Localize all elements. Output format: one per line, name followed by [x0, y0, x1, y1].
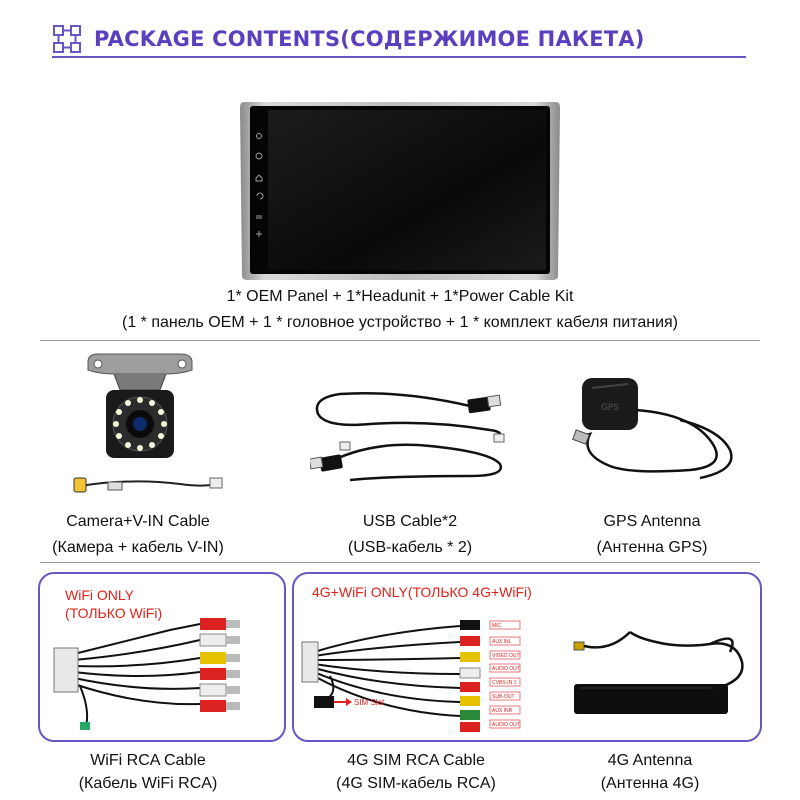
4g-sim-rca-cable-image: [300, 612, 540, 740]
wifi-rca-caption-en: WiFi RCA Cable: [90, 752, 206, 769]
usb-caption-en: USB Cable*2: [362, 513, 458, 530]
wifi-rca-caption-ru: (Кабель WiFi RCA): [78, 775, 218, 792]
svg-text:SUB-OUT: SUB-OUT: [492, 694, 515, 700]
divider: [40, 562, 760, 563]
4g-antenna-image: [560, 622, 750, 732]
svg-text:MIC: MIC: [492, 623, 502, 629]
divider: [40, 340, 760, 341]
camera-caption-ru: (Камера + кабель V-IN): [52, 539, 224, 556]
svg-text:VIDEO OUT: VIDEO OUT: [492, 653, 520, 659]
grid-blocks-icon: [52, 24, 82, 54]
gps-antenna-image: [570, 370, 750, 500]
svg-text:AUX INR: AUX INR: [492, 708, 513, 714]
4g-antenna-caption-ru: (Антенна 4G): [600, 775, 700, 792]
camera-caption-en: Camera+V-IN Cable: [66, 513, 210, 530]
gps-caption-en: GPS Antenna: [603, 513, 701, 530]
svg-text:GPS: GPS: [600, 403, 620, 413]
camera-image: [70, 350, 250, 500]
headunit-image: [238, 100, 562, 282]
header-divider: [52, 56, 746, 58]
sim-slot-label: SIM Slot: [354, 698, 385, 707]
wifi-only-label-ru: (ТОЛЬКО WiFi): [65, 605, 163, 621]
svg-text:AUDIO OUT: AUDIO OUT: [492, 722, 520, 728]
section-header: [52, 22, 645, 56]
headunit-caption-en: 1* OEM Panel + 1*Headunit + 1*Power Cable Kit: [226, 288, 574, 305]
lte-wifi-label: 4G+WiFi ONLY(ТОЛЬКО 4G+WiFi): [312, 584, 532, 600]
svg-text:AUDIO OUT: AUDIO OUT: [492, 666, 520, 672]
gps-caption-ru: (Антенна GPS): [596, 539, 708, 556]
wifi-only-label: WiFi ONLY: [65, 587, 134, 603]
svg-text:CVBS-IN 1: CVBS-IN 1: [492, 680, 517, 686]
svg-text:AUX INL: AUX INL: [492, 639, 512, 645]
headunit-caption-ru: (1 * панель OEM + 1 * головное устройство + 1 * комплект кабеля питания): [121, 314, 678, 331]
usb-caption-ru: (USB-кабель * 2): [347, 539, 473, 556]
wifi-rca-cable-image: [50, 610, 270, 735]
page-title: PACKAGE CONTENTS(СОДЕРЖИМОЕ ПАКЕТА): [94, 27, 645, 51]
4g-sim-rca-caption-en: 4G SIM RCA Cable: [347, 752, 485, 769]
usb-cable-image: [310, 380, 510, 490]
4g-sim-rca-caption-ru: (4G SIM-кабель RCA): [336, 775, 496, 792]
4g-antenna-caption-en: 4G Antenna: [607, 752, 693, 769]
